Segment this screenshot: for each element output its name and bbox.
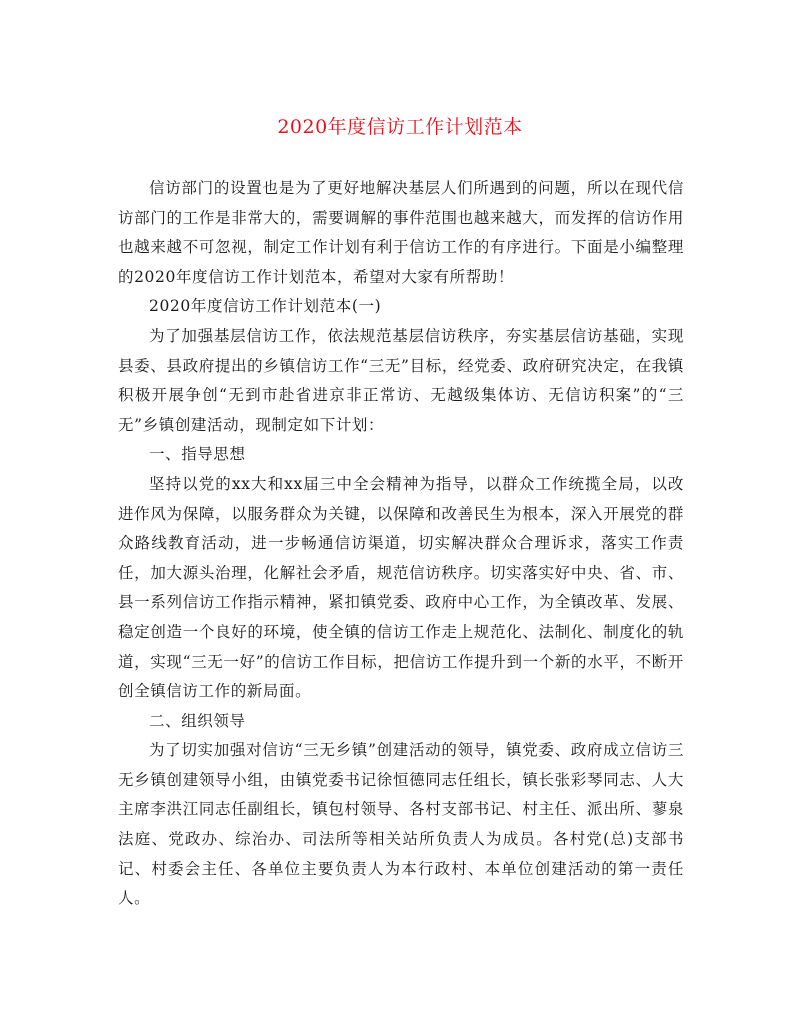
document-body bbox=[118, 174, 684, 914]
section-heading-sample-one: 2020年度信访工作计划范本(一) bbox=[149, 297, 382, 316]
intro-paragraph: 信访部门的设置也是为了更好地解决基层人们所遇到的问题，所以在现代信访部门的工作是非常大的，需要调解的事件范围也越来越大，而发挥的信访作用也越来越不可忽视，制定工作计划有利于信访工作的有序进行。下面是小编整理的2020年度信访工作计划范本，希望对大家有所帮助！ bbox=[118, 179, 684, 286]
organization-leadership-paragraph: 为了切实加强对信访“三无乡镇”创建活动的领导，镇党委、政府成立信访三无乡镇创建领导小组，由镇党委书记徐恒德同志任组长，镇长张彩琴同志、人大主席李洪江同志任副组长，镇包村领导、各村支部书记、村主任、派出所、蓼泉法庭、党政办、综治办、司法所等相关站所负责人为成员。各村党(总)支部书记、村委会主任、各单位主要负责人为本行政村、本单位创建活动的第一责任人。 bbox=[118, 741, 684, 908]
heading-organization-leadership: 二、组织领导 bbox=[149, 711, 246, 730]
heading-guiding-ideology: 一、指导思想 bbox=[149, 445, 246, 464]
document-title: 2020年度信访工作计划范本 bbox=[277, 116, 523, 138]
purpose-paragraph: 为了加强基层信访工作，依法规范基层信访秩序，夯实基层信访基础，实现县委、县政府提出的乡镇信访工作“三无”目标，经党委、政府研究决定，在我镇积极开展争创“无到市赴省进京非正常访、无越级集体访、无信访积案”的“三无”乡镇创建活动，现制定如下计划： bbox=[118, 326, 684, 434]
guiding-ideology-paragraph: 坚持以党的xx大和xx届三中全会精神为指导，以群众工作统揽全局，以改进作风为保障，以服务群众为关键，以保障和改善民生为根本，深入开展党的群众路线教育活动，进一步畅通信访渠道，切实解决群众合理诉求，落实工作责任，加大源头治理，化解社会矛盾，规范信访秩序。切实落实好中央、省、市、县一系列信访工作指示精神，紧扣镇党委、政府中心工作，为全镇改革、发展、稳定创造一个良好的环境，使全镇的信访工作走上规范化、法制化、制度化的轨道，实现“三无一好”的信访工作目标，把信访工作提升到一个新的水平，不断开创全镇信访工作的新局面。 bbox=[118, 474, 684, 701]
